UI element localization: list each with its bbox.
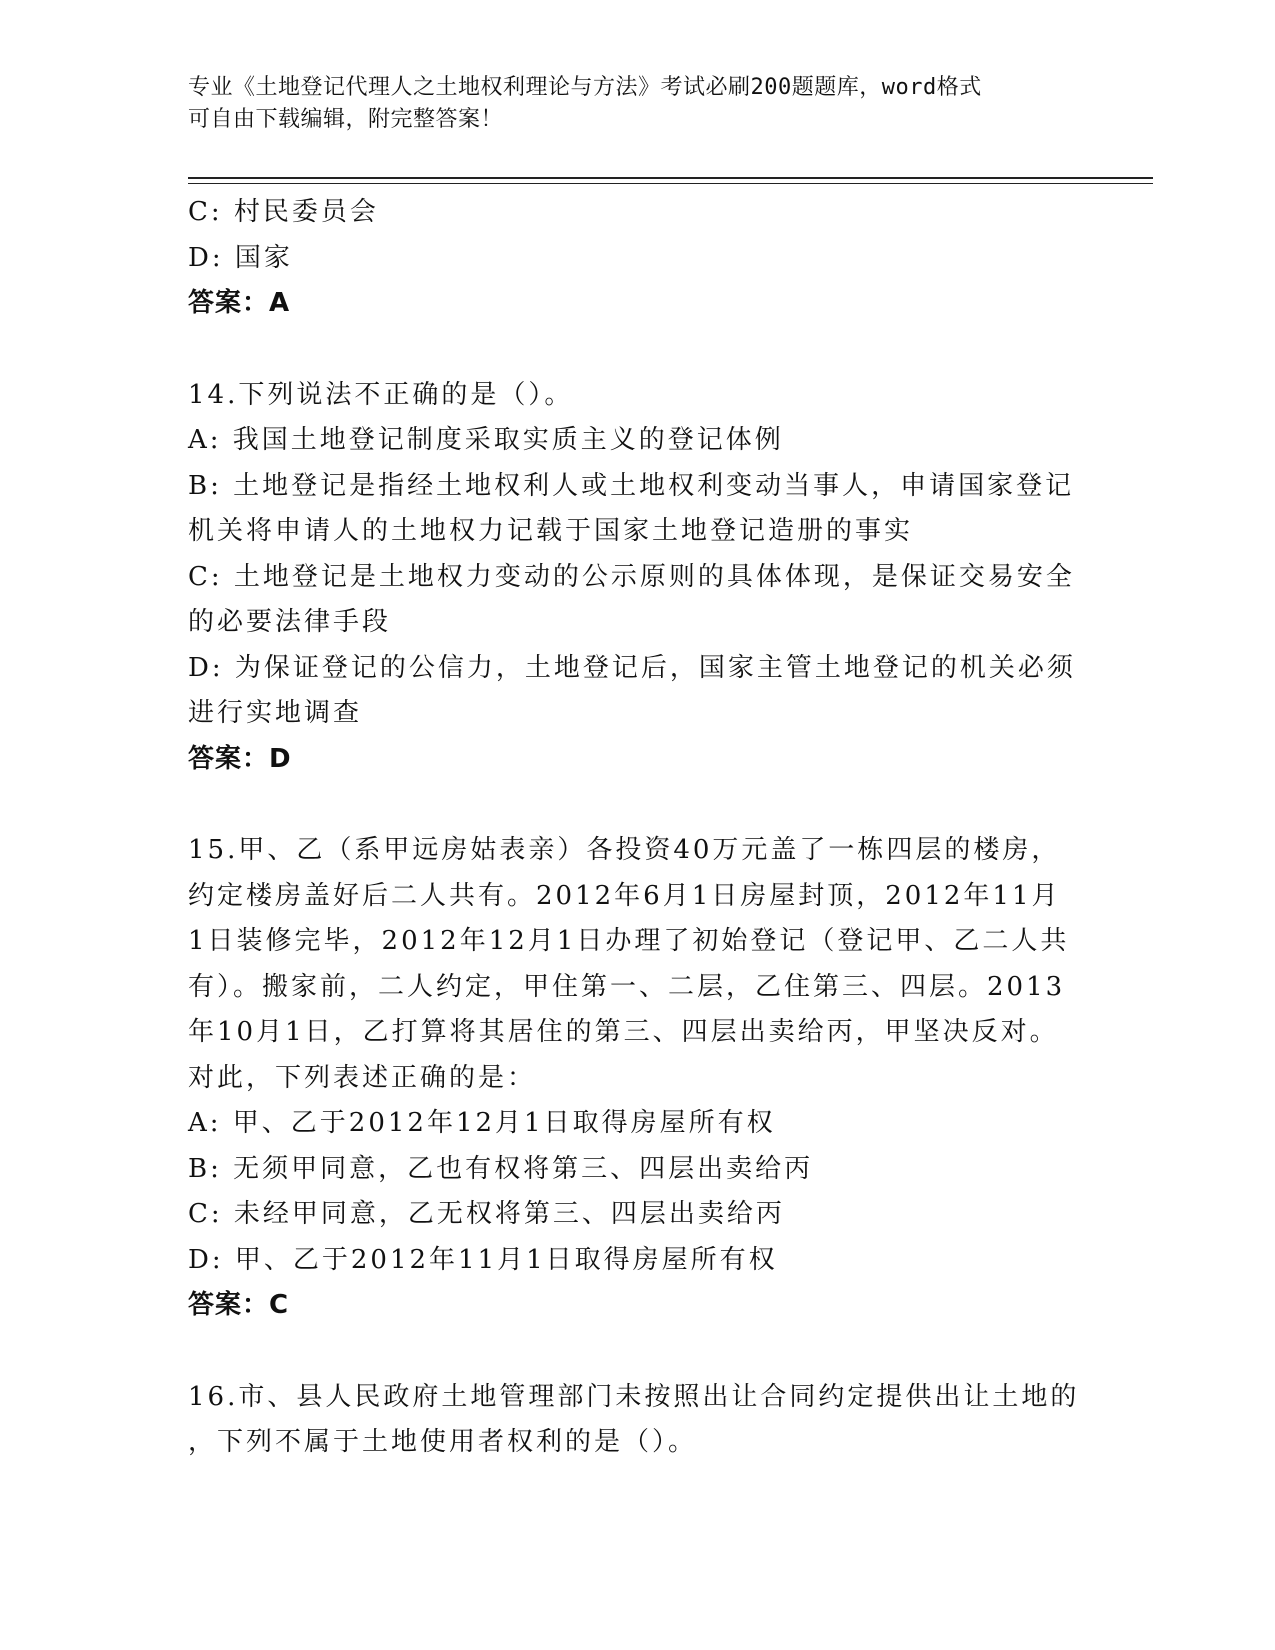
answer-text: 答案：A — [188, 288, 291, 318]
option-d: D: 甲、乙于2012年11月1日取得房屋所有权 — [188, 1244, 778, 1275]
question-stem-line-4: 有）。搬家前，二人约定，甲住第一、二层，乙住第三、四层。2013 — [188, 971, 1066, 1002]
option-c-line-1: C: 土地登记是土地权力变动的公示原则的具体体现，是保证交易安全 — [188, 561, 1075, 592]
option-a: A: 甲、乙于2012年12月1日取得房屋所有权 — [188, 1108, 776, 1138]
header-line-1: 专业《土地登记代理人之土地权利理论与方法》考试必刷200题题库，word格式 — [188, 75, 982, 100]
question-stem-line-2: ，下列不属于土地使用者权利的是（）。 — [188, 1427, 698, 1457]
question-15 — [188, 828, 1088, 1329]
option-a: A: 我国土地登记制度采取实质主义的登记体例 — [188, 425, 784, 455]
document-header — [188, 72, 1088, 136]
header-line-2: 可自由下载编辑，附完整答案！ — [188, 107, 504, 132]
option-b-line-2: 机关将申请人的土地权力记载于国家土地登记造册的事实 — [188, 516, 914, 546]
option-b-line-1: B: 土地登记是指经土地权利人或土地权利变动当事人，申请国家登记 — [188, 470, 1075, 501]
document-body — [188, 190, 1088, 1466]
spacer — [188, 1329, 1088, 1375]
option-c-line-2: 的必要法律手段 — [188, 607, 392, 637]
option-d: D: 国家 — [188, 242, 293, 273]
question-stem: 14.下列说法不正确的是（）。 — [188, 379, 574, 410]
header-rule-thin — [188, 183, 1153, 184]
question-stem-line-6: 对此，下列表述正确的是： — [188, 1062, 537, 1093]
header-rule-thick — [188, 177, 1153, 179]
option-b: B: 无须甲同意，乙也有权将第三、四层出卖给丙 — [188, 1153, 814, 1184]
answer-text: 答案：C — [188, 1290, 290, 1320]
question-stem-line-1: 16.市、县人民政府土地管理部门未按照出让合同约定提供出让土地的 — [188, 1381, 1080, 1412]
question-stem-line-5: 年10月1日，乙打算将其居住的第三、四层出卖给丙，甲坚决反对。 — [188, 1017, 1059, 1047]
spacer — [188, 782, 1088, 828]
spacer — [188, 327, 1088, 373]
option-d-line-2: 进行实地调查 — [188, 698, 363, 728]
option-c: C: 村民委员会 — [188, 197, 379, 227]
question-stem-line-3: 1日装修完毕，2012年12月1日办理了初始登记（登记甲、乙二人共 — [188, 926, 1070, 956]
question-stem-line-2: 约定楼房盖好后二人共有。2012年6月1日房屋封顶，2012年11月 — [188, 880, 1061, 911]
option-c: C: 未经甲同意，乙无权将第三、四层出卖给丙 — [188, 1199, 785, 1229]
question-stem-line-1: 15.甲、乙（系甲远房姑表亲）各投资40万元盖了一栋四层的楼房， — [188, 835, 1061, 865]
answer-text: 答案：D — [188, 743, 292, 774]
question-13-tail — [188, 190, 1088, 327]
option-d-line-1: D: 为保证登记的公信力，土地登记后，国家主管土地登记的机关必须 — [188, 652, 1076, 683]
question-14 — [188, 373, 1088, 783]
question-16 — [188, 1375, 1088, 1466]
